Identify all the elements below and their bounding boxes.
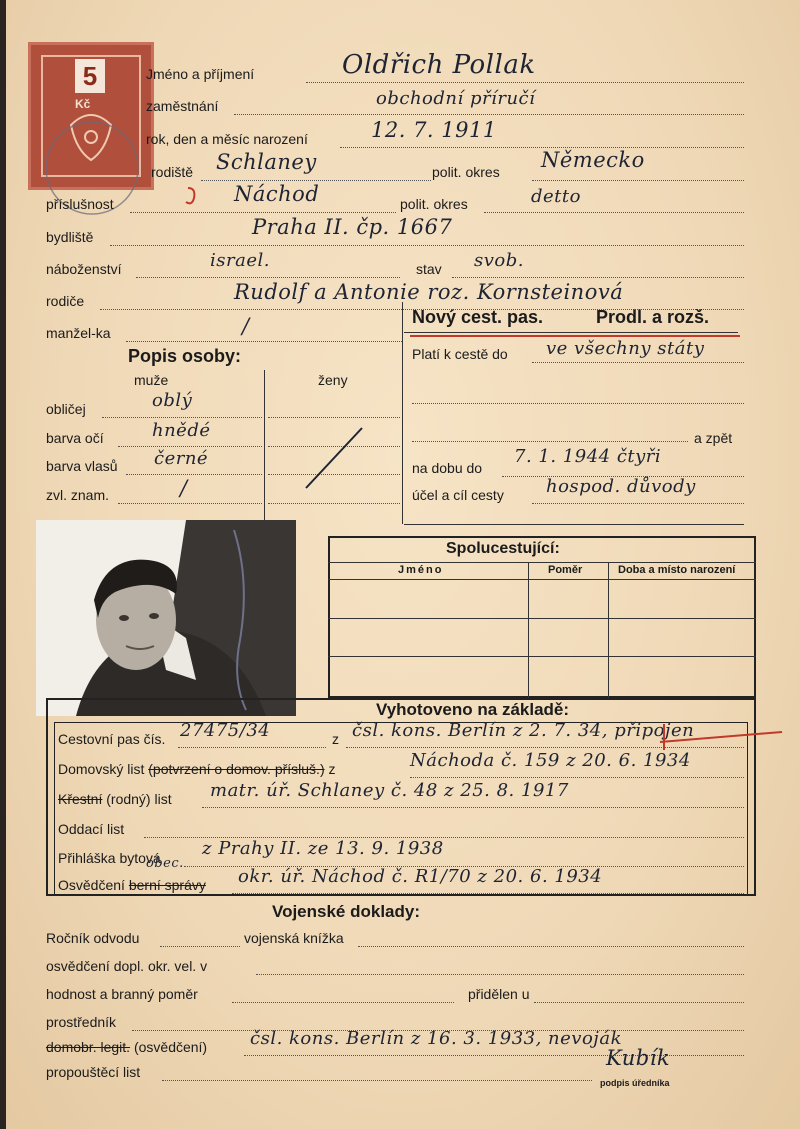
face-label: obličej <box>46 401 86 417</box>
name-label: Jméno a příjmení <box>146 66 255 82</box>
registration-label: Přihláška bytová <box>58 850 161 866</box>
parents-label: rodiče <box>46 293 85 309</box>
religion-label: náboženství <box>46 261 122 277</box>
assigned-label: přidělen u <box>468 986 530 1002</box>
baptism-struck-text: Křestní <box>58 791 103 807</box>
passport-number-label: Cestovní pas čís. <box>58 731 166 747</box>
period-label: na dobu do <box>412 460 483 476</box>
parents-value: Rudolf a Antonie roz. Kornsteinová <box>234 280 624 304</box>
citizenship-value: Náchod <box>234 182 320 206</box>
valid-for-label: Platí k cestě do <box>412 346 508 362</box>
birth-district-label: polit. okres <box>432 164 500 180</box>
spouse-label: manžel-ka <box>46 325 111 341</box>
domicile-value: Náchoda č. 159 z 20. 6. 1934 <box>410 750 691 771</box>
period-value: 7. 1. 1944 čtyři <box>514 446 662 467</box>
birth-certificate-title: (rodný) list <box>106 791 172 807</box>
residence-label: bydliště <box>46 229 94 245</box>
legitimation-title: (osvědčení) <box>133 1039 208 1055</box>
purpose-label: účel a cíl cesty <box>412 487 504 503</box>
religion-value: israel. <box>210 250 270 271</box>
marks-label: zvl. znam. <box>46 487 110 503</box>
birth-certificate-label <box>58 791 172 807</box>
mediator-label: prostředník <box>46 1014 117 1030</box>
face-value: oblý <box>152 390 193 411</box>
legitimation-value: čsl. kons. Berlín z 16. 3. 1933, nevoják <box>250 1028 623 1049</box>
return-label: a zpět <box>694 430 733 446</box>
stamp-unit: Kč <box>75 97 91 111</box>
status-value: svob. <box>474 250 524 271</box>
discharge-label: propouštěcí list <box>46 1064 141 1080</box>
status-label: stav <box>416 261 442 277</box>
passport-source-value: čsl. kons. Berlín z 2. 7. 34, připojen <box>352 720 695 741</box>
birth-date-value: 12. 7. 1911 <box>371 118 497 142</box>
birth-district-value: Německo <box>541 148 645 172</box>
new-passport-title: Nový cest. pas. <box>412 307 544 327</box>
women-column-label: ženy <box>318 372 348 388</box>
citizenship-district-label: polit. okres <box>400 196 468 212</box>
column-header-birth: Doba a místo narození <box>618 564 736 576</box>
passport-application-form <box>6 0 800 1129</box>
stamp-value: 5 <box>75 59 105 93</box>
extension-title: Prodl. a rozš. <box>596 307 710 327</box>
official-signature-label: podpis úředníka <box>600 1078 670 1088</box>
tax-certificate-value: okr. úř. Náchod č. R1/70 z 20. 6. 1934 <box>238 866 603 887</box>
district-cert-label: osvědčení dopl. okr. vel. v <box>46 958 208 974</box>
passport-from-label: z <box>332 731 339 747</box>
citizenship-label: příslušnost <box>46 196 114 212</box>
companions-title: Spolucestující: <box>446 540 560 557</box>
valid-for-value: ve všechny státy <box>546 338 705 359</box>
spouse-value: / <box>242 314 250 338</box>
red-mark-icon <box>182 186 202 210</box>
rank-label: hodnost a branný poměr <box>46 986 198 1002</box>
companions-table <box>328 536 756 698</box>
marriage-certificate-label: Oddací list <box>58 821 125 837</box>
occupation-value: obchodní příručí <box>376 88 536 109</box>
description-title: Popis osoby: <box>128 346 242 366</box>
citizenship-district-value: detto <box>531 186 581 207</box>
domicile-label <box>58 761 336 777</box>
domicile-from-label: z <box>328 761 336 777</box>
hair-value: černé <box>154 448 209 469</box>
birthplace-label: rodiště <box>151 164 194 180</box>
eyes-value: hnědé <box>152 420 211 441</box>
draft-year-label: Ročník odvodu <box>46 930 140 946</box>
name-value: Oldřich Pollak <box>342 50 536 80</box>
official-signature: Kubík <box>606 1046 671 1070</box>
birthplace-value: Schlaney <box>216 150 317 174</box>
tax-struck-text: berní správy <box>128 877 206 893</box>
tax-insert-value: obec. <box>146 856 184 871</box>
occupation-label: zaměstnání <box>146 98 219 114</box>
residence-value: Praha II. čp. 1667 <box>252 215 453 239</box>
birth-date-label: rok, den a měsíc narození <box>146 131 308 147</box>
domicile-title: Domovský list <box>58 761 145 777</box>
column-header-relation: Poměr <box>548 564 583 576</box>
tax-certificate-label <box>58 877 206 893</box>
women-strike-icon <box>296 424 376 494</box>
column-header-name: Jméno <box>398 564 444 576</box>
passport-number-value: 27475/34 <box>180 720 271 741</box>
registration-value: z Prahy II. ze 13. 9. 1938 <box>202 838 444 859</box>
basis-title: Vyhotoveno na základě: <box>376 700 570 719</box>
eyes-label: barva očí <box>46 430 104 446</box>
applicant-photo <box>36 520 296 716</box>
military-book-label: vojenská knížka <box>244 930 344 946</box>
military-title: Vojenské doklady: <box>272 902 421 921</box>
legitimation-label <box>46 1039 207 1055</box>
domicile-struck-text: (potvrzení o domov. přísluš.) <box>148 761 325 777</box>
birth-certificate-value: matr. úř. Schlaney č. 48 z 25. 8. 1917 <box>210 780 569 801</box>
tax-certificate-title: Osvědčení <box>58 877 125 893</box>
marks-value: / <box>180 476 188 500</box>
legitimation-struck-text: domobr. legit. <box>46 1039 131 1055</box>
men-column-label: muže <box>134 372 169 388</box>
hair-label: barva vlasů <box>46 458 118 474</box>
purpose-value: hospod. důvody <box>546 476 696 497</box>
